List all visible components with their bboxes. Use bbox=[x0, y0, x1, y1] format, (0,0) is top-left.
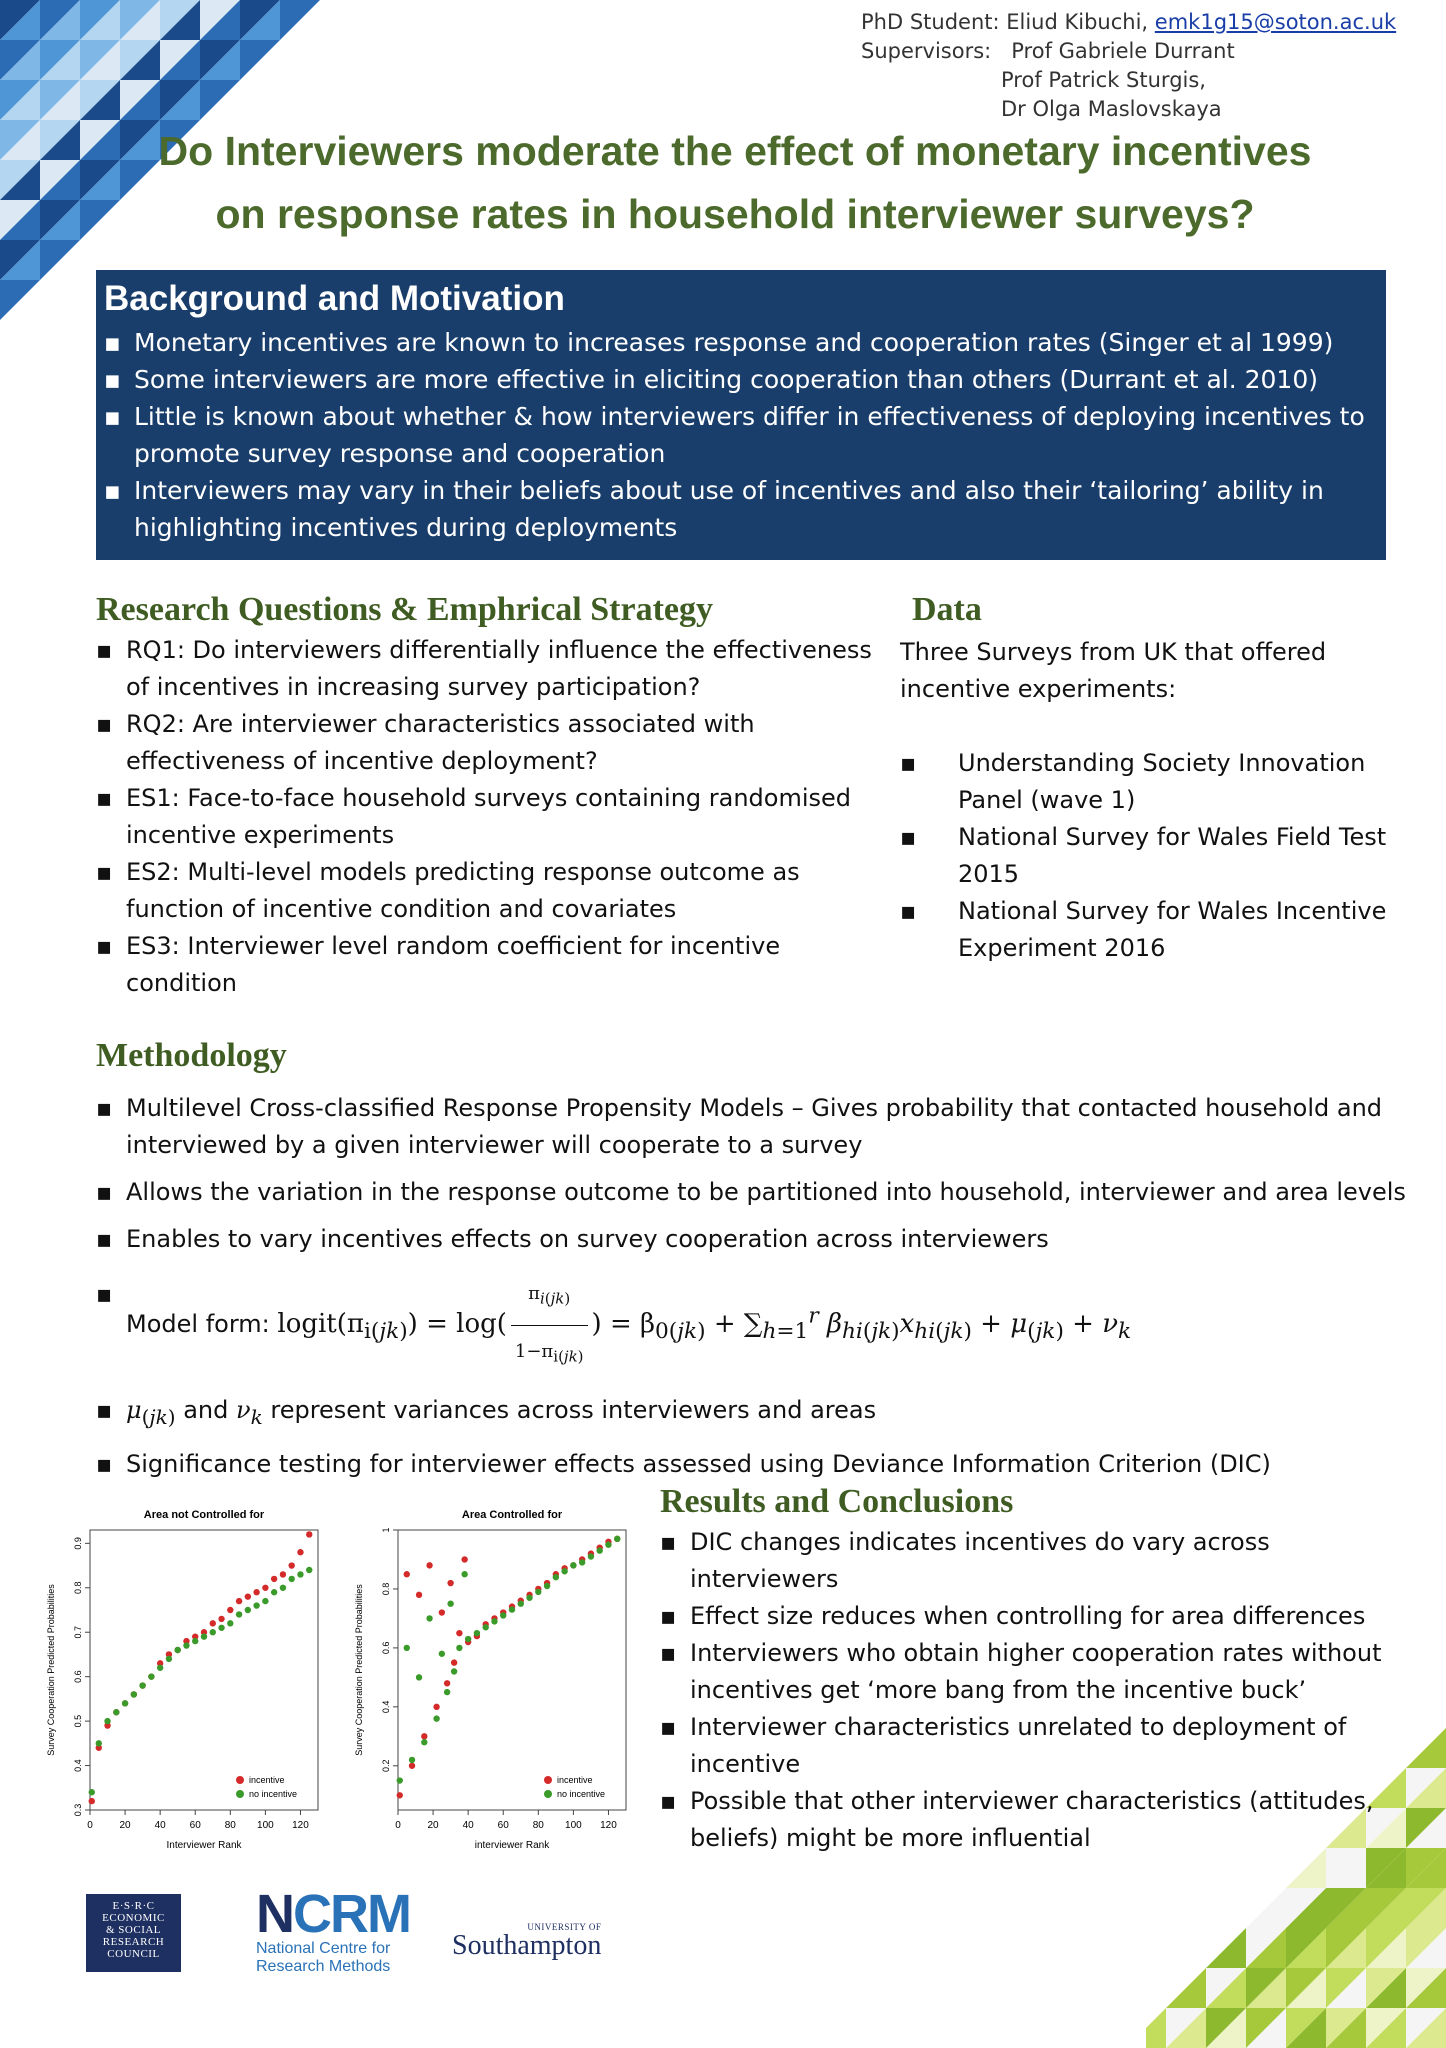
data-point bbox=[227, 1620, 233, 1626]
data-point bbox=[297, 1571, 303, 1577]
model-formula: $logit(\pi_{i(jk)}) = \log$( $\frac{\pi_{i(jk)}}{1-\pi_{i(jk)}}$ ) = $\beta_{0(jk)} + \sum_{h=1}^r$ $\beta_{hi(jk)}x_{hi(jk)} + \mu_{(jk)} + \nu_k$ bbox=[277, 1309, 1131, 1339]
legend-label: no incentive bbox=[249, 1789, 298, 1799]
data-point bbox=[535, 1589, 541, 1595]
data-point bbox=[122, 1700, 128, 1706]
background-item: ▪ Interviewers may vary in their beliefs about use of incentives and also their ‘tailoring’ ability in highlighting incentives during deployments bbox=[104, 472, 1378, 546]
data-point bbox=[174, 1647, 180, 1653]
x-tick-label: 20 bbox=[119, 1820, 131, 1831]
y-tick-label: 0.3 bbox=[73, 1803, 83, 1817]
supervisor-3: Dr Olga Maslovskaya bbox=[1001, 97, 1222, 121]
data-section bbox=[900, 588, 1420, 967]
data-point bbox=[245, 1607, 251, 1613]
x-tick-label: 40 bbox=[154, 1820, 166, 1831]
data-point bbox=[461, 1556, 467, 1562]
data-point bbox=[451, 1659, 457, 1665]
y-tick-label: 0.7 bbox=[73, 1625, 83, 1639]
results-heading: Results and Conclusions bbox=[660, 1483, 1014, 1520]
data-point bbox=[526, 1595, 532, 1601]
legend-marker bbox=[236, 1776, 244, 1784]
data-item: ▪ National Survey for Wales Field Test 2015 bbox=[900, 819, 1420, 893]
data-point bbox=[561, 1568, 567, 1574]
x-tick-label: 0 bbox=[87, 1820, 93, 1831]
methodology-item: ▪ Allows the variation in the response outcome to be partitioned into household, interviewer and area levels bbox=[96, 1174, 1416, 1211]
supervisors-label: Supervisors: bbox=[861, 39, 992, 63]
research-item: ▪ RQ1: Do interviewers differentially influence the effectiveness of incentives in increasing survey participation? bbox=[96, 632, 886, 706]
esrc-line: E·S·R·C bbox=[112, 1900, 155, 1912]
data-point bbox=[614, 1536, 620, 1542]
background-item: ▪ Little is known about whether & how interviewers differ in effectiveness of deploying incentives to promote survey response and cooperation bbox=[104, 398, 1378, 472]
data-point bbox=[210, 1620, 216, 1626]
data-point bbox=[227, 1607, 233, 1613]
methodology-section bbox=[96, 1034, 1416, 1493]
methodology-list bbox=[96, 1090, 1416, 1483]
x-tick-label: 20 bbox=[427, 1820, 439, 1831]
research-item: ▪ ES1: Face-to-face household surveys containing randomised incentive experiments bbox=[96, 780, 886, 854]
data-point bbox=[482, 1624, 488, 1630]
data-point bbox=[139, 1682, 145, 1688]
data-point bbox=[404, 1571, 410, 1577]
chart-area-not-controlled bbox=[40, 1500, 330, 1870]
data-point bbox=[245, 1593, 251, 1599]
data-item: ▪ National Survey for Wales Incentive Experiment 2016 bbox=[900, 893, 1420, 967]
email-link[interactable]: emk1g15@soton.ac.uk bbox=[1154, 10, 1397, 34]
background-item: ▪ Monetary incentives are known to increases response and cooperation rates (Singer et al 1999) bbox=[104, 324, 1378, 361]
data-point bbox=[465, 1636, 471, 1642]
triangle-shape bbox=[200, 80, 240, 120]
ncrm-logo bbox=[256, 1884, 410, 1976]
data-point bbox=[605, 1542, 611, 1548]
southampton-logo bbox=[452, 1922, 601, 1960]
author-info bbox=[861, 8, 1396, 124]
data-point bbox=[113, 1709, 119, 1715]
x-tick-label: 100 bbox=[565, 1820, 582, 1831]
y-tick-label: 0.4 bbox=[73, 1759, 83, 1772]
data-point bbox=[201, 1633, 207, 1639]
model-form-item bbox=[96, 1268, 1416, 1382]
data-point bbox=[148, 1673, 154, 1679]
y-tick-label: 0.5 bbox=[73, 1714, 83, 1728]
data-point bbox=[500, 1612, 506, 1618]
chart-title: Area Controlled for bbox=[461, 1509, 563, 1521]
data-point bbox=[461, 1571, 467, 1577]
data-point bbox=[451, 1668, 457, 1674]
research-item: ▪ RQ2: Are interviewer characteristics associated with effectiveness of incentive deployment? bbox=[96, 706, 886, 780]
data-point bbox=[218, 1616, 224, 1622]
chart-area-controlled bbox=[348, 1500, 638, 1870]
data-point bbox=[104, 1718, 110, 1724]
data-item: ▪ Understanding Society Innovation Panel (wave 1) bbox=[900, 745, 1420, 819]
ncrm-subtitle-1: National Centre for bbox=[256, 1940, 391, 1957]
data-point bbox=[426, 1615, 432, 1621]
esrc-line: ECONOMIC bbox=[102, 1912, 165, 1924]
data-point bbox=[397, 1777, 403, 1783]
data-point bbox=[262, 1598, 268, 1604]
x-axis-label: Interviewer Rank bbox=[166, 1840, 242, 1851]
ncrm-subtitle-2: Research Methods bbox=[256, 1958, 391, 1975]
data-point bbox=[491, 1618, 497, 1624]
data-point bbox=[544, 1583, 550, 1589]
esrc-line: COUNCIL bbox=[107, 1948, 160, 1960]
y-tick-label: 0.6 bbox=[381, 1641, 391, 1655]
data-point bbox=[89, 1798, 95, 1804]
methodology-heading: Methodology bbox=[96, 1037, 287, 1074]
data-point bbox=[166, 1656, 172, 1662]
y-axis-label: Survey Cooperation Predicted Probabilities bbox=[354, 1584, 364, 1756]
title-line-1: Do Interviewers moderate the effect of monetary incentives bbox=[158, 128, 1312, 174]
y-tick-label: 0.8 bbox=[381, 1582, 391, 1596]
results-item: ▪ DIC changes indicates incentives do vary across interviewers bbox=[660, 1524, 1400, 1598]
data-point bbox=[288, 1576, 294, 1582]
data-point bbox=[439, 1651, 445, 1657]
data-point bbox=[444, 1680, 450, 1686]
data-point bbox=[579, 1559, 585, 1565]
ncrm-wordmark bbox=[256, 1884, 410, 1944]
x-tick-label: 80 bbox=[532, 1820, 544, 1831]
results-item: ▪ Possible that other interviewer characteristics (attitudes, beliefs) might be more influential bbox=[660, 1783, 1400, 1857]
triangle-shape bbox=[1206, 1928, 1246, 1968]
x-tick-label: 120 bbox=[292, 1820, 309, 1831]
data-point bbox=[218, 1625, 224, 1631]
triangle-shape bbox=[1146, 2008, 1166, 2048]
data-list bbox=[900, 745, 1420, 967]
data-point bbox=[409, 1757, 415, 1763]
triangle-shape bbox=[280, 0, 320, 40]
research-section bbox=[96, 588, 886, 1002]
research-item: ▪ ES3: Interviewer level random coefficient for incentive condition bbox=[96, 928, 886, 1002]
data-point bbox=[447, 1580, 453, 1586]
x-tick-label: 40 bbox=[462, 1820, 474, 1831]
data-point bbox=[474, 1630, 480, 1636]
ncrm-rest: CRM bbox=[293, 1884, 410, 1944]
data-point bbox=[404, 1645, 410, 1651]
triangle-shape bbox=[0, 280, 40, 320]
poster-title bbox=[60, 120, 1410, 246]
data-point bbox=[297, 1549, 303, 1555]
data-point bbox=[96, 1740, 102, 1746]
x-tick-label: 100 bbox=[257, 1820, 274, 1831]
data-point bbox=[416, 1674, 422, 1680]
results-item: ▪ Interviewers who obtain higher cooperation rates without incentives get ‘more bang from the incentive buck’ bbox=[660, 1635, 1400, 1709]
supervisor-1: Prof Gabriele Durrant bbox=[1011, 39, 1235, 63]
data-point bbox=[157, 1665, 163, 1671]
y-tick-label: 0.4 bbox=[381, 1700, 391, 1714]
data-point bbox=[306, 1567, 312, 1573]
data-point bbox=[409, 1763, 415, 1769]
data-point bbox=[236, 1611, 242, 1617]
plot-frame bbox=[398, 1530, 626, 1810]
soton-small: UNIVERSITY OF bbox=[527, 1922, 602, 1932]
data-point bbox=[253, 1589, 259, 1595]
y-tick-label: 0.8 bbox=[73, 1581, 83, 1595]
data-point bbox=[262, 1585, 268, 1591]
data-point bbox=[280, 1585, 286, 1591]
data-point bbox=[306, 1531, 312, 1537]
triangle-shape bbox=[240, 40, 280, 80]
results-item: ▪ Effect size reduces when controlling for area differences bbox=[660, 1598, 1400, 1635]
x-tick-label: 60 bbox=[497, 1820, 509, 1831]
data-point bbox=[570, 1562, 576, 1568]
esrc-line: & SOCIAL bbox=[105, 1924, 162, 1936]
data-point bbox=[456, 1645, 462, 1651]
data-point bbox=[192, 1638, 198, 1644]
variance-text: represent variances across interviewers and areas bbox=[270, 1396, 877, 1425]
results-item: ▪ Interviewer characteristics unrelated to deployment of incentive bbox=[660, 1709, 1400, 1783]
y-tick-label: 0.2 bbox=[381, 1759, 391, 1773]
research-heading: Research Questions & Emphrical Strategy bbox=[96, 591, 713, 628]
triangle-shape bbox=[40, 240, 80, 280]
data-point bbox=[444, 1689, 450, 1695]
methodology-item: ▪ Significance testing for interviewer effects assessed using Deviance Information Criterion (DIC) bbox=[96, 1446, 1416, 1483]
x-tick-label: 0 bbox=[395, 1820, 401, 1831]
background-section bbox=[96, 270, 1386, 560]
chart-title: Area not Controlled for bbox=[143, 1509, 265, 1521]
data-point bbox=[280, 1571, 286, 1577]
supervisor-2: Prof Patrick Sturgis, bbox=[1001, 68, 1206, 92]
data-point bbox=[288, 1562, 294, 1568]
variance-and: and bbox=[183, 1396, 229, 1425]
esrc-line: RESEARCH bbox=[102, 1936, 165, 1948]
variance-item bbox=[96, 1392, 1416, 1436]
legend-marker bbox=[544, 1776, 552, 1784]
legend-marker bbox=[236, 1790, 244, 1798]
title-line-2: on response rates in household interviewer surveys? bbox=[215, 191, 1255, 237]
data-point bbox=[210, 1629, 216, 1635]
data-point bbox=[271, 1589, 277, 1595]
data-point bbox=[397, 1792, 403, 1798]
ncrm-n: N bbox=[256, 1884, 293, 1944]
data-point bbox=[447, 1600, 453, 1606]
data-point bbox=[421, 1733, 427, 1739]
triangle-shape bbox=[1246, 1888, 1286, 1928]
background-item: ▪ Some interviewers are more effective in eliciting cooperation than others (Durrant et al. 2010) bbox=[104, 361, 1378, 398]
data-point bbox=[588, 1553, 594, 1559]
data-point bbox=[271, 1576, 277, 1582]
x-axis-label: interviewer Rank bbox=[474, 1840, 550, 1851]
esrc-logo bbox=[86, 1894, 181, 1972]
legend-label: incentive bbox=[249, 1775, 285, 1785]
y-tick-label: 1 bbox=[381, 1527, 391, 1533]
student-label: PhD Student: Eliud Kibuchi, bbox=[861, 10, 1149, 34]
data-point bbox=[456, 1630, 462, 1636]
research-list bbox=[96, 632, 886, 1002]
y-axis-label: Survey Cooperation Predicted Probabilities bbox=[46, 1584, 56, 1756]
x-tick-label: 120 bbox=[600, 1820, 617, 1831]
data-point bbox=[183, 1642, 189, 1648]
data-point bbox=[131, 1691, 137, 1697]
data-heading: Data bbox=[912, 591, 982, 628]
triangle-shape bbox=[1166, 1968, 1206, 2008]
data-point bbox=[421, 1739, 427, 1745]
data-point bbox=[553, 1574, 559, 1580]
methodology-item: ▪ Enables to vary incentives effects on survey cooperation across interviewers bbox=[96, 1221, 1416, 1258]
legend-marker bbox=[544, 1790, 552, 1798]
x-tick-label: 80 bbox=[224, 1820, 236, 1831]
data-point bbox=[509, 1606, 515, 1612]
data-intro: Three Surveys from UK that offered incentive experiments: bbox=[900, 638, 1327, 703]
legend-label: incentive bbox=[557, 1775, 593, 1785]
data-point bbox=[433, 1715, 439, 1721]
nu-symbol: $\nu_k$ bbox=[236, 1396, 263, 1429]
model-form-label: Model form: bbox=[126, 1310, 270, 1339]
data-point bbox=[439, 1609, 445, 1615]
legend-label: no incentive bbox=[557, 1789, 606, 1799]
data-point bbox=[236, 1598, 242, 1604]
mu-symbol: $\mu_{(jk)}$ bbox=[126, 1396, 176, 1429]
triangle-shape bbox=[1406, 1728, 1446, 1768]
y-tick-label: 0.6 bbox=[73, 1670, 83, 1683]
data-point bbox=[253, 1602, 259, 1608]
methodology-item: ▪ Multilevel Cross-classified Response Propensity Models – Gives probability that contacted household and interviewed by a given interviewer will cooperate to a survey bbox=[96, 1090, 1416, 1164]
data-point bbox=[518, 1600, 524, 1606]
results-section bbox=[660, 1480, 1400, 1857]
y-tick-label: 0.9 bbox=[73, 1537, 83, 1550]
background-heading: Background and Motivation bbox=[104, 279, 565, 318]
data-point bbox=[433, 1704, 439, 1710]
research-item: ▪ ES2: Multi-level models predicting response outcome as function of incentive condition and covariates bbox=[96, 854, 886, 928]
data-point bbox=[89, 1789, 95, 1795]
soton-wordmark: Southampton bbox=[452, 1930, 602, 1961]
background-list bbox=[104, 324, 1378, 546]
x-tick-label: 60 bbox=[189, 1820, 201, 1831]
data-point bbox=[416, 1592, 422, 1598]
data-point bbox=[596, 1547, 602, 1553]
data-point bbox=[426, 1562, 432, 1568]
results-list bbox=[660, 1524, 1400, 1857]
